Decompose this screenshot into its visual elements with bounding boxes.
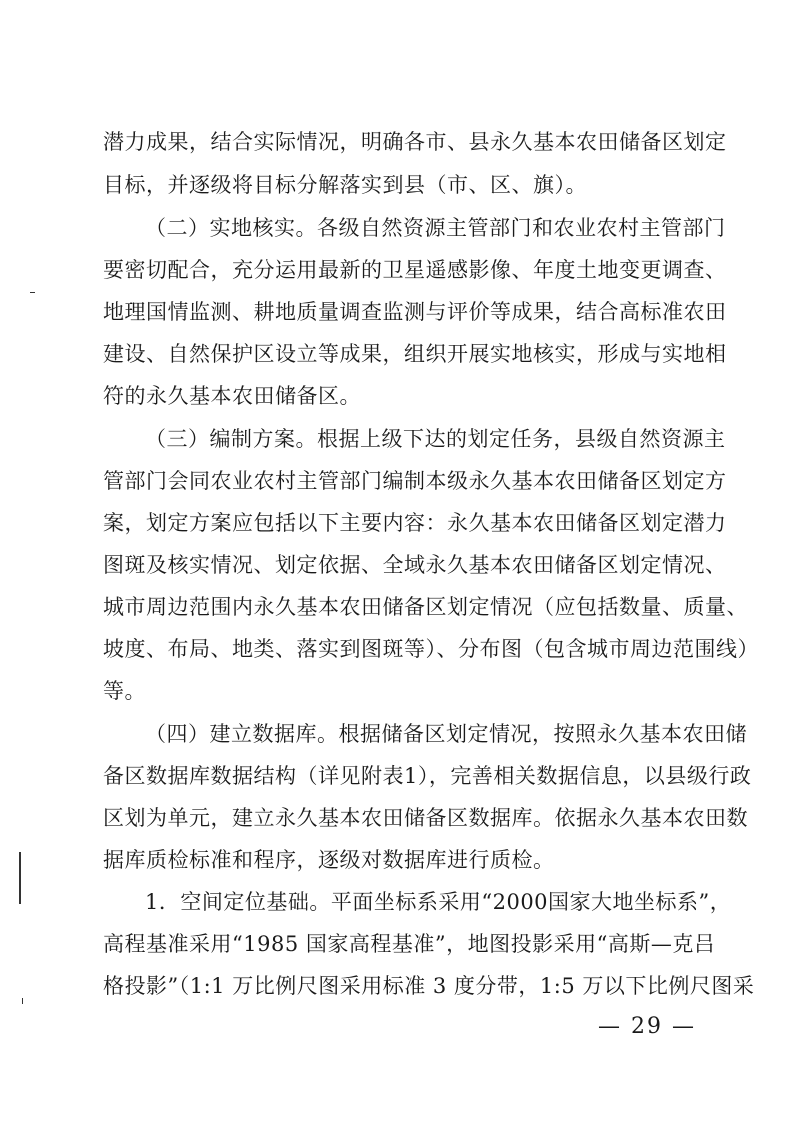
body-line-10: 案，划定方案应包括以下主要内容：永久基本农田储备区划定潜力 [103, 511, 727, 535]
body-line-7: 符的永久基本农田储备区。 [103, 384, 361, 408]
page-number: — 29 — [598, 1014, 696, 1039]
body-line-13: 坡度、布局、地类、落实到图斑等）、分布图（包含城市周边范围线） [103, 637, 759, 661]
body-line-9: 管部门会同农业农村主管部门编制本级永久基本农田储备区划定方 [103, 469, 727, 493]
body-line-18: 据库质检标准和程序，逐级对数据库进行质检。 [103, 848, 555, 872]
scan-margin-bar [19, 852, 21, 904]
body-line-1: 潜力成果，结合实际情况，明确各市、县永久基本农田储备区划定 [103, 130, 727, 154]
body-line-5: 地理国情监测、耕地质量调查监测与评价等成果，结合高标准农田 [103, 300, 727, 324]
body-line-12: 城市周边范围内永久基本农田储备区划定情况（应包括数量、质量、 [103, 595, 748, 619]
scan-margin-tick [22, 998, 23, 1004]
scan-margin-dash [30, 292, 35, 293]
body-line-4: 要密切配合，充分运用最新的卫星遥感影像、年度土地变更调查、 [103, 258, 727, 282]
body-line-14: 等。 [103, 679, 146, 703]
body-line-11: 图斑及核实情况、划定依据、全域永久基本农田储备区划定情况、 [103, 553, 727, 577]
item-1-heading-line: 1．空间定位基础。平面坐标系采用“2000国家大地坐标系”， [145, 890, 732, 914]
section-3-heading-line: （三）编制方案。根据上级下达的划定任务，县级自然资源主 [145, 427, 726, 451]
section-2-heading-line: （二）实地核实。各级自然资源主管部门和农业农村主管部门 [145, 216, 726, 240]
body-line-6: 建设、自然保护区设立等成果，组织开展实地核实，形成与实地相 [103, 342, 727, 366]
body-line-20: 高程基准采用“1985 国家高程基准”，地图投影采用“高斯—克吕 [103, 932, 716, 956]
body-line-17: 区划为单元，建立永久基本农田储备区数据库。依据永久基本农田数 [103, 806, 748, 830]
body-line-21: 格投影”（1:1 万比例尺图采用标准 3 度分带，1:5 万以下比例尺图采 [103, 974, 755, 998]
section-4-heading-line: （四）建立数据库。根据储备区划定情况，按照永久基本农田储 [145, 722, 747, 746]
body-line-16: 备区数据库数据结构（详见附表1），完善相关数据信息，以县级行政 [103, 764, 752, 788]
body-line-2: 目标，并逐级将目标分解落实到县（市、区、旗）。 [103, 173, 587, 197]
